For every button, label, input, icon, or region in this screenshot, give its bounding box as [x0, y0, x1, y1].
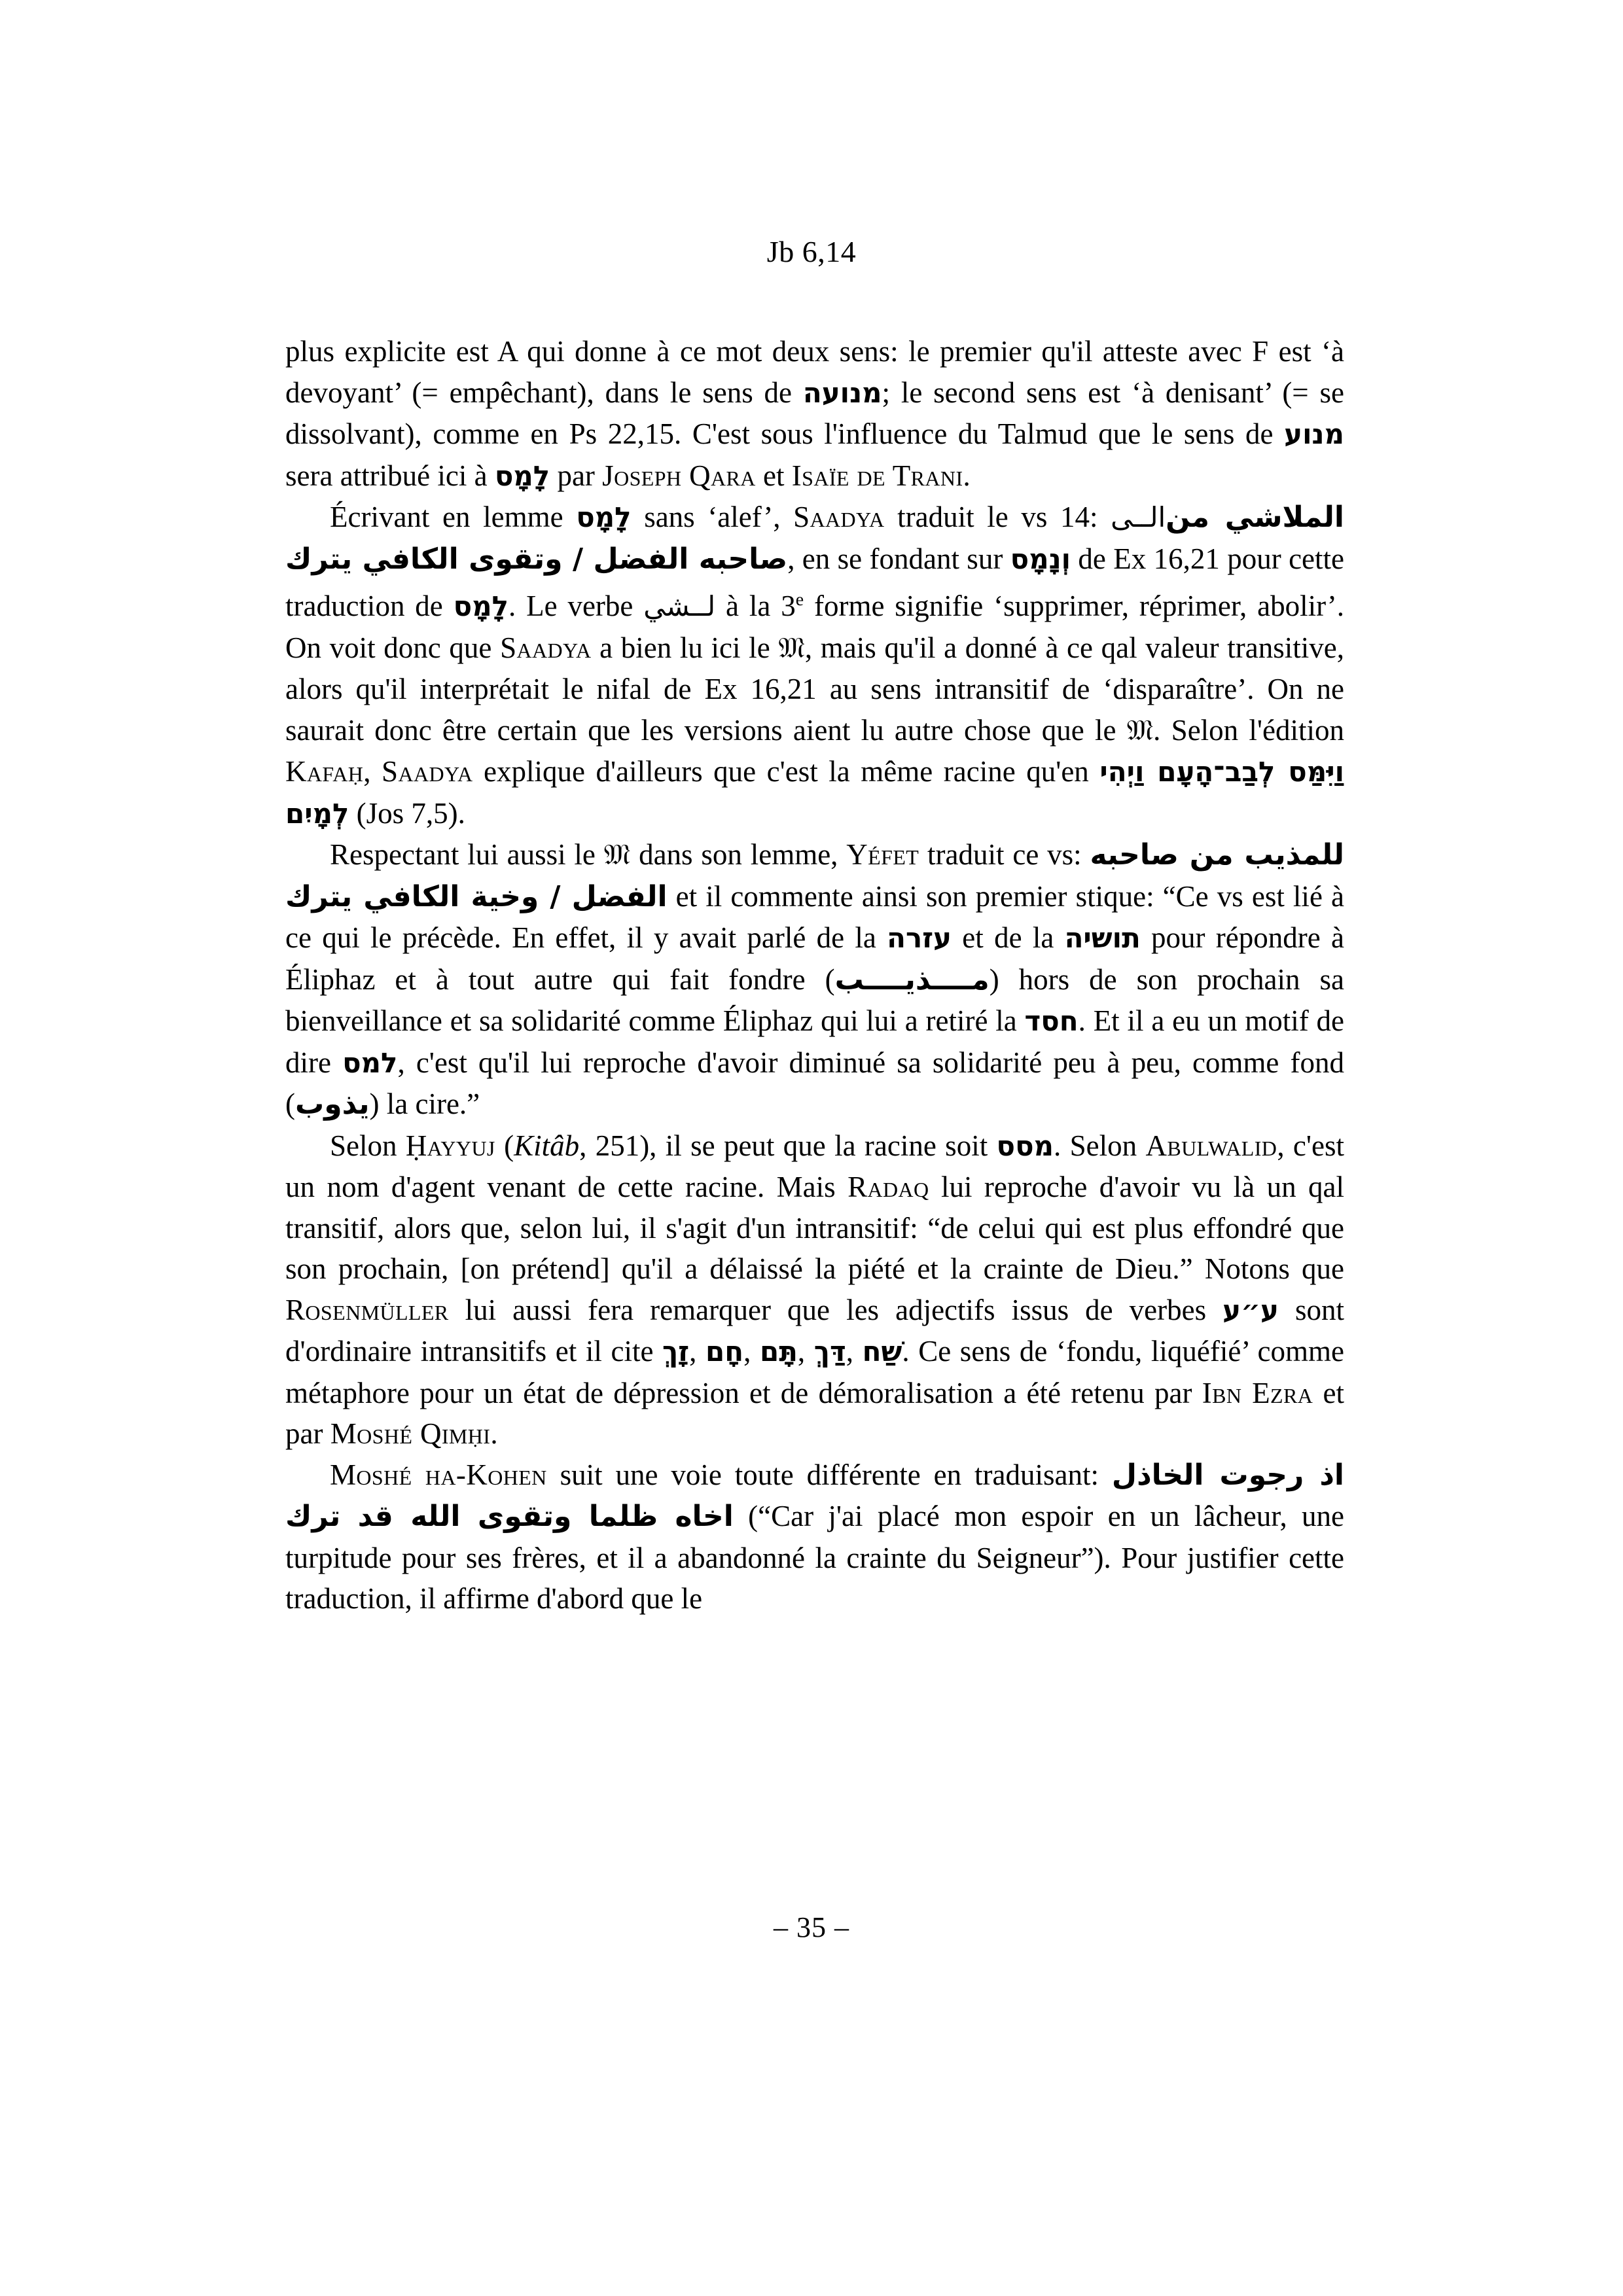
hebrew-run: מנועה [802, 376, 882, 409]
smallcaps-name: Saadya [382, 755, 473, 788]
smallcaps-name: Rosenmüller [285, 1293, 449, 1326]
hebrew-run: חסד [1024, 1005, 1079, 1037]
hebrew-run: למס [342, 1046, 398, 1079]
body-text-block [285, 331, 1344, 1619]
hebrew-run: וְנָמָס [1010, 542, 1071, 575]
hebrew-run: ע״ע [1222, 1294, 1279, 1326]
hebrew-run: מנוע [1284, 418, 1344, 450]
paragraph-5: Moshé ha-Kohen suit une voie toute différente en traduisant: اذ رجوت الخاذل اخاه ظلما وتقوى الله قد ترك (“Car j'ai placé mon espoir en un lâcheur, une turpitude pour ses frères, et il a abandonné la crainte du Seigneur”). Pour justifier cette traduction, il affirme d'abord que le [285, 1458, 1345, 1615]
smallcaps-name: Moshé ha-Kohen [330, 1458, 547, 1491]
arabic-run: الــى [1111, 501, 1166, 533]
arabic-run: اذ رجوت الخاذل اخاه ظلما وتقوى الله قد ترك [285, 1458, 1344, 1533]
hebrew-run: לָמָס [453, 590, 509, 622]
smallcaps-name: Saadya [500, 631, 592, 664]
arabic-run: الملاشي من صاحبه الفضل / وتقوى الكافي يترك [285, 501, 1344, 576]
hebrew-run: זָךְ [662, 1335, 690, 1368]
hebrew-run: לָמָס [576, 501, 632, 533]
superscript-run: e [795, 590, 804, 610]
arabic-run: مــــذيــــب [834, 963, 990, 997]
arabic-run: للمذيب من صاحبه الفضل / وخية الكافي يترك [285, 838, 1345, 913]
page-folio: – 35 – [774, 1911, 849, 1943]
hebrew-run: עזרה [887, 922, 952, 954]
masoretic-symbol: 𝔐 [778, 631, 805, 665]
hebrew-run: תָּם [759, 1335, 798, 1368]
smallcaps-name: Moshé Qimḥi [330, 1417, 491, 1450]
smallcaps-name: Kafaḥ [285, 755, 364, 788]
hebrew-run: תושיה [1064, 922, 1141, 954]
paragraph-4: Selon Ḥayyuj (Kitâb, 251), il se peut que la racine soit מסס. Selon Abulwalid, c'est un nom d'agent venant de cette racine. Mais Radaq lui reproche d'avoir vu là un qal transitif, alors que, selon lui, il s'agit d'un intransitif: “de celui qui est plus effondré que son prochain, [on prétend] qu'il a délaissé la piété et la crainte de Dieu.” Notons que Rosenmüller lui aussi fera remarquer que les adjectifs issus de verbes ע״ע sont d'ordinaire intransitifs et il cite זָךְ, חָם, תָּם, דַּךְ, שַׁח. Ce sens de ‘fondu, liquéfié’ comme métaphore pour un état de dépression et de démoralisation a été retenu par Ibn Ezra et par Moshé Qimḥi. [285, 1129, 1345, 1450]
hebrew-run: מסס [996, 1129, 1054, 1162]
italic-title: Kitâb [514, 1129, 580, 1162]
smallcaps-name: Abulwalid [1145, 1129, 1277, 1162]
hebrew-run: שַׁח [862, 1335, 902, 1368]
masoretic-symbol: 𝔐 [1126, 713, 1154, 747]
smallcaps-name: Radaq [847, 1171, 929, 1203]
smallcaps-name: Isaïe de Trani [791, 459, 963, 492]
smallcaps-name: Saadya [793, 501, 885, 533]
smallcaps-name: Joseph Qara [602, 459, 756, 492]
arabic-run: يذوب [295, 1087, 370, 1121]
hebrew-run: לָמָס [494, 459, 550, 492]
hebrew-run: דַּךְ [813, 1335, 846, 1368]
smallcaps-name: Yéfet [846, 838, 919, 871]
smallcaps-name: Ibn Ezra [1202, 1376, 1313, 1409]
masoretic-symbol: 𝔐 [603, 838, 631, 872]
hebrew-run: וַיִּמַּס לְבַב־הָעָם וַיְהִי לְמָיִם [285, 756, 1344, 830]
paragraph-1: plus explicite est A qui donne à ce mot deux sens: le premier qu'il atteste avec F est ‘à devoyant’ (= empêchant), dans le sens de מנועה; le second sens est ‘à denisant’ (= se dissolvant), comme en Ps 22,15. C'est sous l'influence du Talmud que le sens de מנוע sera attribué ici à לָמָס par Joseph Qara et Isaïe de Trani. [285, 335, 1344, 492]
running-head: Jb 6,14 [766, 235, 857, 268]
arabic-run: لــشي [643, 590, 716, 622]
smallcaps-name: Ḥayyuj [405, 1129, 495, 1162]
paragraph-2: Écrivant en lemme לָמָס sans ‘alef’, Saadya traduit le vs 14: الــىالملاشي من صاحبه الفضل / وتقوى الكافي يترك, en se fondant sur וְנָמָס de Ex 16,21 pour cette traduction de לָמָס. Le verbe لــشي à la 3e forme signifie ‘supprimer, réprimer, abolir’. On voit donc que Saadya a bien lu ici le 𝔐, mais qu'il a donné à ce qal valeur transitive, alors qu'il interprétait le nifal de Ex 16,21 au sens intransitif de ‘disparaître’. On ne saurait donc être certain que les versions aient lu autre chose que le 𝔐. Selon l'édition Kafaḥ, Saadya explique d'ailleurs que c'est la même racine qu'en וַיִּמַּס לְבַב־הָעָם וַיְהִי לְמָיִם (Jos 7,5). [285, 501, 1345, 830]
paragraph-3: Respectant lui aussi le 𝔐 dans son lemme, Yéfet traduit ce vs: للمذيب من صاحبه الفضل / وخية الكافي يترك et il commente ainsi son premier stique: “Ce vs est lié à ce qui le précède. En effet, il y avait parlé de la עזרה et de la תושיה pour répondre à Éliphaz et à tout autre qui fait fondre (مــــذيــــب) hors de son prochain sa bienveillance et sa solidarité comme Éliphaz qui lui a retiré la חסד. Et il a eu un motif de dire למס, c'est qu'il lui reproche d'avoir diminué sa solidarité peu à peu, comme fond (يذوب) la cire.” [285, 838, 1345, 1121]
hebrew-run: חָם [705, 1335, 744, 1368]
